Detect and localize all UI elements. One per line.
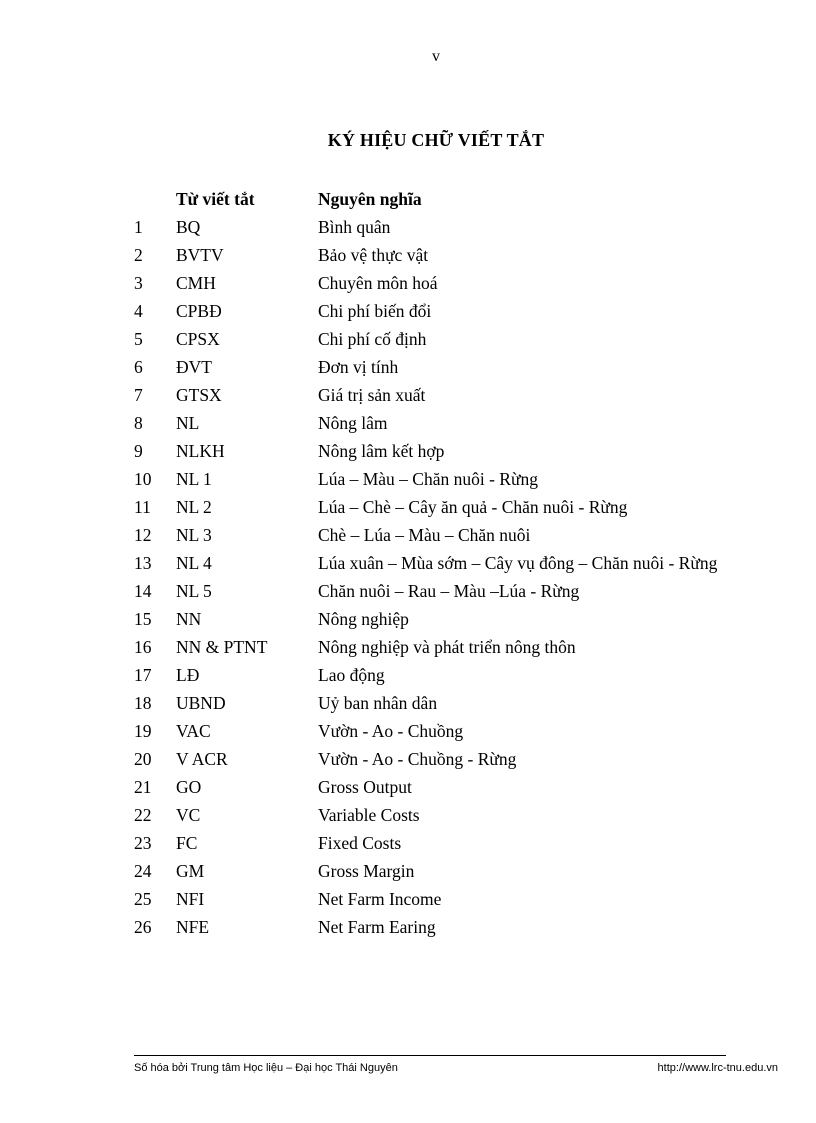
- row-meaning: Chuyên môn hoá: [318, 273, 438, 293]
- row-meaning: Đơn vị tính: [318, 357, 399, 377]
- table-row: [134, 801, 768, 829]
- row-number: 14: [134, 581, 152, 601]
- table-row: [134, 829, 768, 857]
- table-row: [134, 381, 768, 409]
- row-meaning: Uỷ ban nhân dân: [318, 693, 438, 713]
- table-row: [134, 577, 768, 605]
- row-number: 5: [134, 329, 143, 349]
- row-number: 4: [134, 301, 143, 321]
- row-number: 19: [134, 721, 152, 741]
- row-number: 16: [134, 637, 152, 657]
- row-number: 2: [134, 245, 143, 265]
- row-meaning: Chi phí biến đổi: [318, 301, 432, 321]
- table-row: [134, 689, 768, 717]
- table-row: [134, 297, 768, 325]
- row-number: 13: [134, 553, 152, 573]
- row-meaning: Gross Output: [318, 777, 412, 797]
- row-number: 12: [134, 525, 152, 545]
- row-number: 8: [134, 413, 143, 433]
- row-meaning: Fixed Costs: [318, 833, 402, 853]
- row-abbreviation: NLKH: [176, 441, 225, 461]
- header-number: [134, 185, 176, 213]
- row-abbreviation: LĐ: [176, 665, 200, 685]
- table-row: [134, 885, 768, 913]
- row-number: 24: [134, 861, 152, 881]
- row-abbreviation: UBND: [176, 693, 226, 713]
- table-row: [134, 493, 768, 521]
- row-abbreviation: CMH: [176, 273, 216, 293]
- row-number: 7: [134, 385, 143, 405]
- row-number: 17: [134, 665, 152, 685]
- row-abbreviation: FC: [176, 833, 198, 853]
- footer-url[interactable]: http://www.lrc-tnu.edu.vn: [657, 1062, 778, 1074]
- row-abbreviation: V ACR: [176, 749, 228, 769]
- table-row: [134, 661, 768, 689]
- row-number: 15: [134, 609, 152, 629]
- row-number: 20: [134, 749, 152, 769]
- row-meaning: Bảo vệ thực vật: [318, 245, 429, 265]
- footer-source: Số hóa bởi Trung tâm Học liệu – Đại học Thái Nguyên: [134, 1062, 398, 1074]
- row-number: 1: [134, 217, 143, 237]
- table-row: [134, 241, 768, 269]
- table-row: [134, 605, 768, 633]
- row-meaning: Lúa – Chè – Cây ăn quả - Chăn nuôi - Rừng: [318, 497, 628, 517]
- row-meaning: Nông lâm kết hợp: [318, 441, 445, 461]
- table-row: [134, 745, 768, 773]
- row-abbreviation: CPSX: [176, 329, 220, 349]
- row-abbreviation: NL: [176, 413, 200, 433]
- row-abbreviation: VAC: [176, 721, 211, 741]
- table-row: [134, 353, 768, 381]
- row-meaning: Nông nghiệp: [318, 609, 409, 629]
- header-meaning: Nguyên nghĩa: [318, 189, 422, 209]
- row-number: 10: [134, 469, 152, 489]
- table-row: [134, 773, 768, 801]
- table-row: [134, 521, 768, 549]
- table-row: [134, 857, 768, 885]
- row-meaning: Lao động: [318, 665, 385, 685]
- row-number: 21: [134, 777, 152, 797]
- row-abbreviation: BQ: [176, 217, 201, 237]
- row-meaning: Vườn - Ao - Chuồng: [318, 721, 464, 741]
- row-abbreviation: VC: [176, 805, 201, 825]
- row-meaning: Variable Costs: [318, 805, 420, 825]
- row-abbreviation: NL 3: [176, 525, 212, 545]
- page-title: KÝ HIỆU CHỮ VIẾT TẮT: [327, 130, 545, 150]
- table-row: [134, 465, 768, 493]
- table-row: [134, 213, 768, 241]
- row-abbreviation: NFE: [176, 917, 210, 937]
- row-number: 11: [134, 497, 151, 517]
- row-abbreviation: NL 1: [176, 469, 212, 489]
- row-meaning: Chè – Lúa – Màu – Chăn nuôi: [318, 525, 531, 545]
- row-abbreviation: GO: [176, 777, 202, 797]
- row-abbreviation: NL 4: [176, 553, 212, 573]
- row-meaning: Bình quân: [318, 217, 391, 237]
- table-row: [134, 717, 768, 745]
- footer-divider: [134, 1055, 726, 1056]
- row-meaning: Giá trị sản xuất: [318, 385, 426, 405]
- row-number: 3: [134, 273, 143, 293]
- row-meaning: Vườn - Ao - Chuồng - Rừng: [318, 749, 517, 769]
- row-meaning: Nông nghiệp và phát triển nông thôn: [318, 637, 576, 657]
- table-header-row: [134, 185, 768, 213]
- row-abbreviation: NN & PTNT: [176, 637, 268, 657]
- row-number: 6: [134, 357, 143, 377]
- row-abbreviation: GTSX: [176, 385, 222, 405]
- row-abbreviation: CPBĐ: [176, 301, 222, 321]
- row-abbreviation: NL 5: [176, 581, 212, 601]
- row-number: 9: [134, 441, 143, 461]
- row-meaning: Chăn nuôi – Rau – Màu –Lúa - Rừng: [318, 581, 580, 601]
- row-number: 25: [134, 889, 152, 909]
- row-abbreviation: NFI: [176, 889, 205, 909]
- row-meaning: Lúa – Màu – Chăn nuôi - Rừng: [318, 469, 538, 489]
- row-number: 23: [134, 833, 152, 853]
- row-number: 26: [134, 917, 152, 937]
- row-meaning: Net Farm Income: [318, 889, 442, 909]
- table-row: [134, 549, 768, 577]
- header-abbreviation: Từ viết tắt: [176, 189, 255, 209]
- table-row: [134, 437, 768, 465]
- row-abbreviation: NN: [176, 609, 202, 629]
- row-meaning: Lúa xuân – Mùa sớm – Cây vụ đông – Chăn nuôi - Rừng: [318, 553, 718, 573]
- row-abbreviation: GM: [176, 861, 205, 881]
- abbreviation-table: [134, 185, 768, 941]
- page-number: v: [432, 48, 440, 65]
- row-abbreviation: ĐVT: [176, 357, 212, 377]
- table-body: [134, 213, 768, 941]
- row-abbreviation: NL 2: [176, 497, 212, 517]
- row-number: 22: [134, 805, 152, 825]
- row-meaning: Gross Margin: [318, 861, 415, 881]
- row-meaning: Nông lâm: [318, 413, 388, 433]
- table-row: [134, 633, 768, 661]
- table-row: [134, 913, 768, 941]
- row-meaning: Chi phí cố định: [318, 329, 427, 349]
- row-number: 18: [134, 693, 152, 713]
- row-meaning: Net Farm Earing: [318, 917, 436, 937]
- table-row: [134, 325, 768, 353]
- table-row: [134, 409, 768, 437]
- row-abbreviation: BVTV: [176, 245, 224, 265]
- table-row: [134, 269, 768, 297]
